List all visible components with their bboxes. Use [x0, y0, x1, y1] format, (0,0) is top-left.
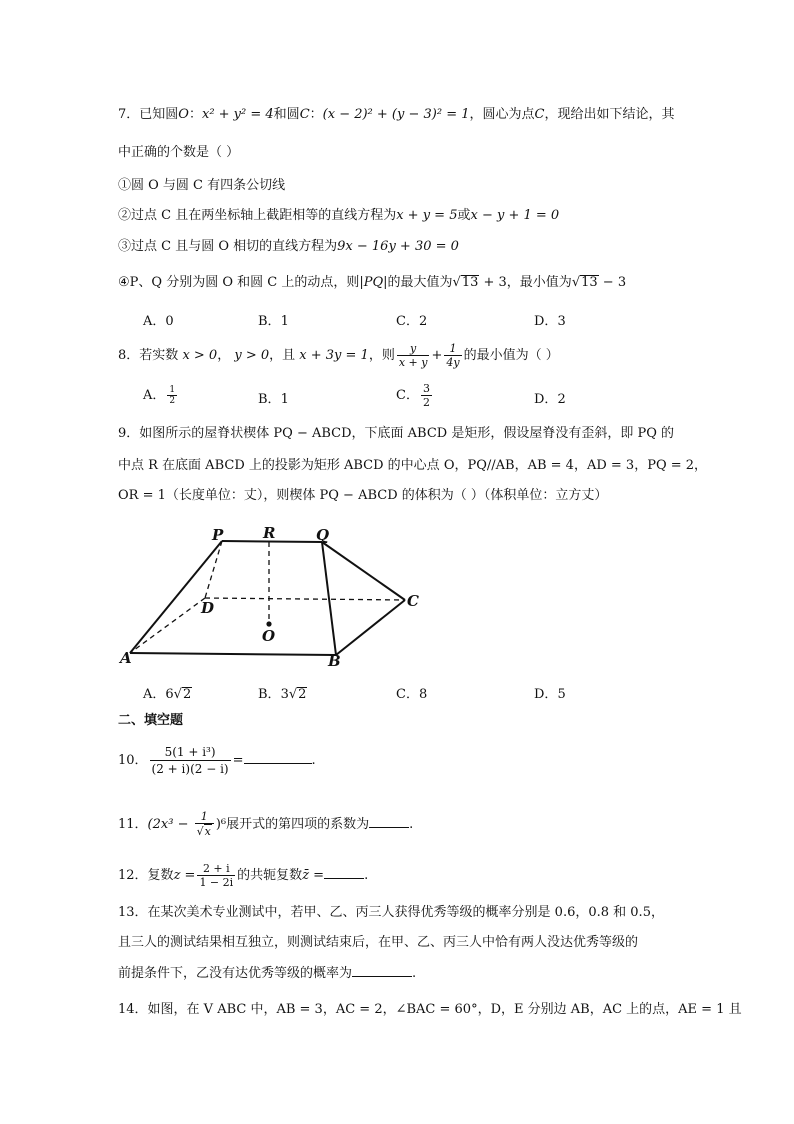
q11-answer-blank[interactable]	[369, 815, 409, 828]
q8-option-d: D．2	[534, 392, 566, 407]
label-a: A	[120, 649, 132, 667]
q7-option-d: D．3	[534, 314, 566, 329]
q7-statement-4: ④P、Q 分别为圆 O 和圆 C 上的动点，则|PQ|的最大值为√13 + 3，最小值为√13 − 3	[118, 275, 627, 290]
label-o: O	[262, 627, 276, 645]
q7-statement-3: ③过点 C 且与圆 O 相切的直线方程为9x − 16y + 30 = 0	[118, 239, 459, 254]
q7-statement-2: ②过点 C 且在两坐标轴上截距相等的直线方程为x + y = 5或x − y + 1 = 0	[118, 208, 560, 223]
q10-answer-blank[interactable]	[244, 751, 312, 764]
q8-option-c: C． $\frac{3}{2}$	[396, 382, 430, 409]
q9-option-a: A．6√2	[143, 687, 192, 702]
label-r: R	[263, 524, 276, 542]
point-o	[266, 621, 271, 626]
q9-stem-line1: 9．如图所示的屋脊状楔体 PQ − ABCD，下底面 ABCD 是矩形，假设屋脊没有歪斜，即 PQ 的	[118, 426, 675, 441]
q13-line3: 前提条件下，乙没有达优秀等级的概率为 .	[118, 966, 417, 981]
edge-ab	[130, 653, 336, 655]
edge-qc	[322, 542, 405, 600]
q8-stem: 8．若实数 x > 0， y > 0，且 x + 3y = 1，则 $\frac{y}{x + y}$ + $\frac{1}{4y}$ 的最小值为（ ）	[118, 342, 559, 369]
q11: 11．(2x³ − $\frac{1}{√x}$ )⁶展开式的第四项的系数为 .	[118, 810, 414, 838]
q9-wedge-figure	[110, 520, 430, 670]
q13-answer-blank[interactable]	[352, 964, 412, 977]
q14-line1: 14．如图，在 V ABC 中，AB = 3，AC = 2，∠BAC = 60°，D，E 分别边 AB，AC 上的点，AE = 1 且	[118, 1002, 742, 1017]
q7-option-a: A．0	[143, 314, 174, 329]
q7-stem-line2: 中正确的个数是（ ）	[118, 145, 240, 160]
q7-option-c: C．2	[396, 314, 428, 329]
q7-option-b: B．1	[258, 314, 289, 329]
q8-option-a: A． $\frac{1}{2}$	[143, 385, 176, 406]
q9-stem-line3: OR = 1（长度单位：丈），则楔体 PQ − ABCD 的体积为（ ）（体积单位：立方丈）	[118, 488, 608, 503]
q12: 12．复数z = $\frac{2 + i}{1 - 2i}$ 的共轭复数z̄ = .	[118, 862, 369, 889]
q10: 10． $\frac{\text{5(1 + i³)}}{(2 + i)(2 - i)}$ = .	[118, 745, 316, 776]
q7-stem-line1: 7．已知圆O：x² + y² = 4和圆C：(x − 2)² + (y − 3)² = 1，圆心为点C，现给出如下结论，其	[118, 107, 675, 122]
label-q: Q	[316, 526, 330, 544]
label-c: C	[407, 592, 419, 610]
edge-dc-hidden	[205, 598, 405, 600]
edge-pa	[130, 541, 222, 653]
q12-answer-blank[interactable]	[324, 866, 364, 879]
section-fill-in-title: 二、填空题	[118, 713, 184, 728]
q7-statement-1: ①圆 O 与圆 C 有四条公切线	[118, 178, 286, 193]
edge-qb	[322, 542, 336, 655]
q9-stem-line2: 中点 R 在底面 ABCD 上的投影为矩形 ABCD 的中心点 O，PQ//AB，AB = 4，AD = 3，PQ = 2，	[118, 458, 708, 473]
label-d: D	[201, 599, 215, 617]
edge-bc	[336, 600, 405, 655]
q9-option-c: C．8	[396, 687, 428, 702]
q8-option-b: B．1	[258, 392, 289, 407]
q13-line1: 13．在某次美术专业测试中，若甲、乙、丙三人获得优秀等级的概率分别是 0.6，0.8 和 0.5，	[118, 905, 664, 920]
q8-fraction-2: $\frac{1}{4y}$	[446, 342, 460, 369]
q13-line2: 且三人的测试结果相互独立，则测试结束后，在甲、乙、丙三人中恰有两人没达优秀等级的	[118, 935, 639, 950]
label-p: P	[212, 526, 224, 544]
q9-option-b: B．3√2	[258, 687, 307, 702]
q8-fraction-1: $\frac{y}{x + y}$	[398, 342, 428, 369]
q9-option-d: D．5	[534, 687, 566, 702]
label-b: B	[328, 652, 341, 670]
edge-pd-hidden	[205, 541, 222, 598]
